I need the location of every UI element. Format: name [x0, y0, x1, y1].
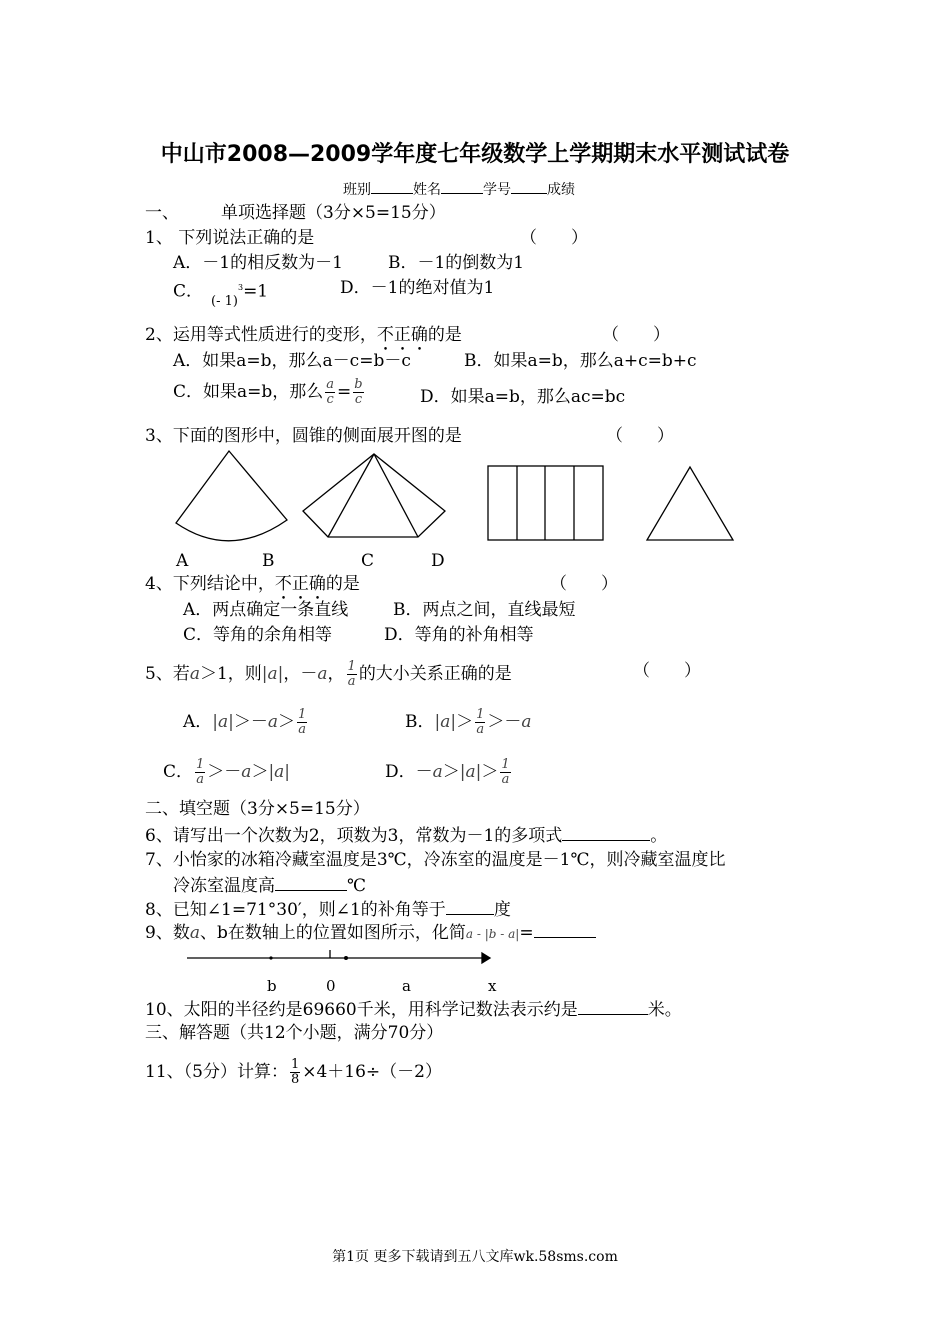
q9: 9、数a、b在数轴上的位置如图所示，化简a - |b - a|= — [145, 921, 596, 945]
page-footer: 第1页 更多下载请到五八文库wk.58sms.com — [332, 1249, 618, 1265]
q5-answer-paren[interactable]: （ ） — [633, 661, 701, 681]
q4-stem-emphasis: 不正确 — [274, 574, 326, 594]
figure-label-d[interactable]: D — [431, 551, 445, 571]
q5-option-b: B．|a|＞ $\frac{1}{a}$ ＞－a — [405, 707, 532, 737]
prism-net-figure — [488, 466, 603, 540]
q6: 6、请写出一个次数为2，项数为3，常数为－1的多项式 。 — [145, 826, 668, 846]
axis-label-a: a — [402, 977, 411, 995]
q1-option-c-rest: =1 — [243, 281, 269, 302]
q11-fraction: $\frac{1}{8}$ — [290, 1057, 300, 1087]
q4-stem-suffix: 的是 — [325, 574, 360, 594]
triangle-figure — [647, 467, 733, 540]
q3-answer-paren[interactable]: （ ） — [606, 426, 674, 446]
q4-option-d: D．等角的补角相等 — [384, 625, 534, 645]
q5-stem-prefix: 5、若 — [145, 664, 190, 684]
point-a — [344, 956, 348, 960]
figure-label-b[interactable]: B — [262, 551, 275, 571]
q1-option-c-base: (- 1) — [211, 293, 238, 309]
section1-number: 一、 — [145, 203, 179, 223]
q1-option-a: A．－1的相反数为－1 — [173, 253, 343, 273]
figure-label-c[interactable]: C — [361, 551, 375, 571]
id-label: 学号 — [483, 182, 511, 198]
q4-stem-prefix: 4、下列结论中， — [145, 574, 275, 594]
name-label: 姓名 — [413, 182, 441, 198]
q2-stem-suffix: 的是 — [427, 325, 462, 345]
q11: 11、（5分）计算： $\frac{1}{8}$ ×4＋16÷（－2） — [145, 1057, 442, 1087]
q1-stem: 1、 下列说法正确的是 — [145, 228, 315, 248]
point-b — [269, 956, 272, 959]
q5-option-a: A．|a|＞－a＞ $\frac{1}{a}$ — [183, 707, 307, 737]
q5-option-c: C． $\frac{1}{a}$ ＞－a＞|a| — [163, 757, 291, 787]
q7-blank[interactable] — [275, 874, 347, 891]
q6-text: 6、请写出一个次数为2，项数为3，常数为－1的多项式 — [145, 826, 563, 846]
q9-blank[interactable] — [534, 921, 596, 938]
q5-stem-suffix: 的大小关系正确的是 — [358, 664, 512, 684]
q8-blank[interactable] — [446, 898, 494, 915]
q8: 8、已知∠1=71°30′，则∠1的补角等于 度 — [145, 900, 511, 920]
q1-option-b: B．－1的倒数为1 — [388, 253, 525, 273]
axis-label-b: b — [267, 977, 277, 995]
section2-heading: 二、填空题（3分×5=15分） — [145, 799, 370, 819]
q5-stem-fraction: $\frac{1}{a}$ — [347, 659, 356, 689]
q2-stem-emphasis: 不正确 — [376, 325, 428, 345]
q1-answer-paren[interactable]: （ ） — [520, 228, 588, 248]
q6-blank[interactable] — [562, 824, 650, 841]
class-label: 班别 — [343, 182, 371, 198]
pyramid-net-figure — [303, 454, 445, 537]
q1-option-d: D．－1的绝对值为1 — [340, 278, 495, 298]
q7-line1: 7、小怡家的冰箱冷藏室温度是3℃，冷冻室的温度是－1℃，则冷藏室温度比 — [145, 850, 726, 870]
section1-title: 单项选择题（3分×5=15分） — [221, 203, 446, 223]
section3-heading: 三、解答题（共12个小题，满分70分） — [145, 1023, 444, 1043]
q10: 10、太阳的半径约是69660千米，用科学记数法表示约是 米。 — [145, 1000, 682, 1020]
q2-answer-paren[interactable]: （ ） — [602, 325, 670, 345]
q2-fraction-b-over-c: $\frac{b}{c}$ — [354, 377, 363, 407]
q1-option-c-label: C． — [173, 281, 204, 302]
q2-option-d: D．如果a=b，那么ac=bc — [420, 387, 626, 407]
figure-label-a[interactable]: A — [176, 551, 189, 571]
q5-stem: 5、若a＞1，则|a|，－a， $\frac{1}{a}$ 的大小关系正确的是 — [145, 659, 512, 689]
q2-fraction-a-over-c: $\frac{a}{c}$ — [326, 377, 335, 407]
q4-answer-paren[interactable]: （ ） — [550, 574, 618, 594]
q2-option-a: A．如果a=b，那么a－c=b－c — [173, 351, 411, 371]
q1-option-c-exponent: 3 — [237, 283, 244, 292]
q5-option-d: D．－a＞|a|＞ $\frac{1}{a}$ — [385, 757, 510, 787]
page-title: 中山市2008—2009学年度七年级数学上学期期末水平测试试卷 — [160, 142, 790, 167]
score-label: 成绩 — [547, 182, 575, 198]
q4-option-a: A．两点确定一条直线 — [183, 600, 349, 620]
number-line — [187, 950, 490, 963]
q7-line2: 冷冻室温度高 ℃ — [173, 876, 367, 896]
q9-expression: a - |b - a| — [465, 927, 520, 941]
q3-stem: 3、下面的图形中，圆锥的侧面展开图的是 — [145, 426, 462, 446]
q4-option-c: C．等角的余角相等 — [183, 625, 333, 645]
q4-option-b: B．两点之间，直线最短 — [393, 600, 576, 620]
q2-option-b: B．如果a=b，那么a+c=b+c — [464, 351, 697, 371]
axis-label-zero: 0 — [326, 977, 336, 995]
axis-label-x: x — [488, 977, 497, 995]
q2-stem-prefix: 2、运用等式性质进行的变形， — [145, 325, 377, 345]
q2-option-c-label: C．如果a=b，那么 — [173, 382, 324, 402]
q2-equals: = — [337, 382, 352, 402]
sector-figure — [176, 451, 287, 541]
q10-blank[interactable] — [578, 998, 648, 1015]
